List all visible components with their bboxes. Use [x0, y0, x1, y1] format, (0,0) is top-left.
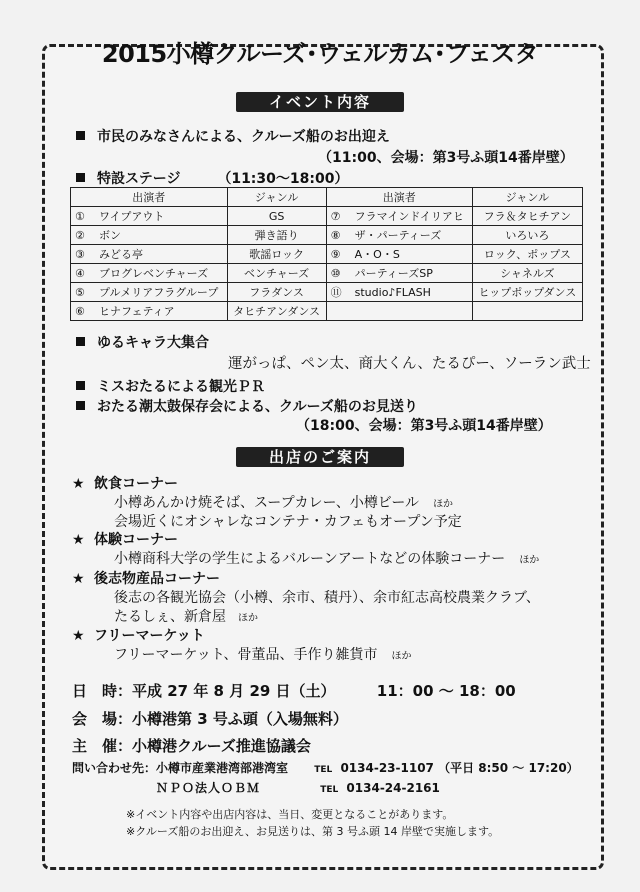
- table-row: ⑥ ヒナフェティア タヒチアンダンス: [71, 302, 583, 321]
- shop-title: ★ 体験コーナー: [72, 532, 178, 548]
- shop-line: 会場近くにオシャレなコンテナ・カフェもオープン予定: [114, 514, 462, 530]
- shop-line: 小樽あんかけ焼そば、スープカレー、小樽ビール ほか: [114, 495, 454, 511]
- shop-line: たるしぇ、新倉屋 ほか: [114, 609, 258, 625]
- bullet-square-icon: [76, 381, 85, 390]
- event-detail: 運がっぱ、ペン太、商大くん、たるぴー、ソーラン武士: [228, 356, 591, 372]
- event-item: 市民のみなさんによる、クルーズ船のお出迎え: [76, 126, 390, 146]
- table-header: 出演者: [71, 188, 228, 207]
- note: ※イベント内容や出店内容は、当日、変更となることがあります。: [126, 808, 454, 821]
- event-item: ゆるキャラ大集合: [76, 332, 209, 352]
- note: ※クルーズ船のお出迎え、お見送りは、第 3 号ふ頭 14 岸壁で実施します。: [126, 825, 500, 838]
- shop-title: ★ 飲食コーナー: [72, 476, 178, 492]
- event-item: ミスおたるによる観光ＰＲ: [76, 376, 265, 396]
- contact-line: ＮＰＯ法人ＯＢＭ TEL 0134-24-2161: [156, 781, 440, 795]
- star-icon: ★: [72, 571, 85, 587]
- section-banner-shops: 出店のご案内: [236, 447, 404, 467]
- shop-title: ★ 後志物産品コーナー: [72, 571, 220, 587]
- page-title: 2015小樽クルーズ･ウェルカム･フェスタ: [101, 40, 539, 68]
- bullet-square-icon: [76, 131, 85, 140]
- section-banner-events: イベント内容: [236, 92, 404, 112]
- table-row: ① ワイプアウト GS ⑦ フラマインドイリアヒ フラ＆タヒチアン: [71, 207, 583, 226]
- event-detail: （11:00、会場：第3号ふ頭14番岸壁）: [318, 150, 574, 166]
- bullet-square-icon: [76, 173, 85, 182]
- table-row: ⑤ プルメリアフラグループ フラダンス ⑪ studio♪FLASH ヒップポップダンス: [71, 283, 583, 302]
- table-header: ジャンル: [472, 188, 582, 207]
- shop-line: フリーマーケット、骨董品、手作り雑貨市 ほか: [114, 647, 412, 663]
- table-header: 出演者: [326, 188, 472, 207]
- table-header: ジャンル: [227, 188, 326, 207]
- event-host: 主 催：小樽港クルーズ推進協議会: [72, 737, 311, 755]
- event-item: おたる潮太鼓保存会による、クルーズ船のお見送り: [76, 396, 418, 416]
- bullet-square-icon: [76, 337, 85, 346]
- event-detail: （18:00、会場：第3号ふ頭14番岸壁）: [296, 418, 552, 434]
- stage-table: [70, 187, 583, 321]
- bullet-square-icon: [76, 401, 85, 410]
- event-item: 特設ステージ （11:30～18:00）: [76, 168, 348, 188]
- star-icon: ★: [72, 532, 85, 548]
- event-venue: 会 場：小樽港第 3 号ふ頭（入場無料）: [72, 710, 348, 728]
- table-row: ④ ブログレベンチャーズ ベンチャーズ ⑩ パーティーズSP シャネルズ: [71, 264, 583, 283]
- contact-line: 問い合わせ先：小樽市産業港湾部港湾室 TEL 0134-23-1107 （平日 8:50 ～ 17:20）: [72, 761, 579, 775]
- shop-line: 小樽商科大学の学生によるバルーンアートなどの体験コーナー ほか: [114, 551, 540, 567]
- star-icon: ★: [72, 628, 85, 644]
- table-row: ② ボン 弾き語り ⑧ ザ・パーティーズ いろいろ: [71, 226, 583, 245]
- table-row: ③ みどる亭 歌謡ロック ⑨ A・O・S ロック、ポップス: [71, 245, 583, 264]
- event-date: 日 時：平成 27 年 8 月 29 日（土） 11：00 ～ 18：00: [72, 682, 516, 700]
- table-header-row: [71, 188, 583, 207]
- shop-line: 後志の各観光協会（小樽、余市、積丹）、余市紅志高校農業クラブ、: [114, 590, 540, 606]
- shop-title: ★ フリーマーケット: [72, 628, 205, 644]
- star-icon: ★: [72, 476, 85, 492]
